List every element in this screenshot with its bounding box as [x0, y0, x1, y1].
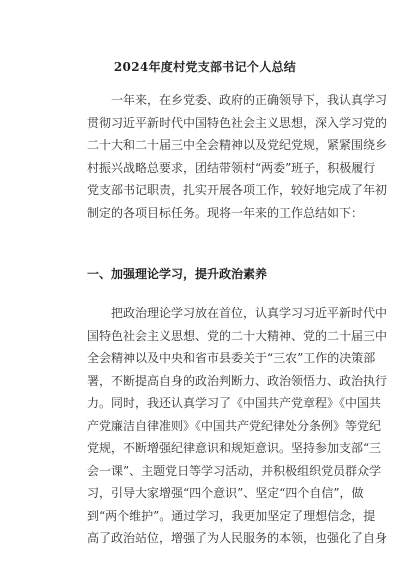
body-line: 到“两个维护”。通过学习，我更加坚定了理想信念，提	[87, 508, 376, 523]
body-line: 高了政治站位，增强了为人民服务的本领，也强化了自身	[87, 531, 388, 545]
section1-paragraph	[87, 302, 388, 550]
intro-paragraph	[87, 89, 388, 224]
intro-line: 制定的各项目标任务。现将一年来的工作总结如下：	[87, 205, 364, 220]
body-line: 把政治理论学习放在首位，认真学习习近平新时代中	[111, 306, 388, 320]
section-heading: 一、加强理论学习，提升政治素养	[87, 267, 268, 281]
body-line: 党规，不断增强纪律意识和规矩意识。坚持参加支部“三	[87, 441, 382, 455]
intro-line: 一年来，在乡党委、政府的正确领导下，我认真学习	[111, 93, 388, 107]
body-line: 国特色社会主义思想、党的二十大精神、党的二十届三中	[87, 328, 388, 343]
intro-line: 贯彻习近平新时代中国特色社会主义思想，深入学习党的	[87, 115, 388, 130]
intro-line: 村振兴战略总要求，团结带领村“两委”班子，积极履行	[87, 160, 376, 175]
intro-line: 二十大和二十届三中全会精神以及党纪党规，紧紧围绕乡	[87, 138, 388, 152]
intro-line: 党支部书记职责，扎实开展各项工作，较好地完成了年初	[87, 183, 388, 197]
body-line: 习，引导大家增强“四个意识”、坚定“四个自信”，做	[87, 486, 364, 500]
body-line: 产党廉洁自律准则》《中国共产党纪律处分条例》等党纪	[87, 418, 382, 433]
body-line: 会一课”、主题党日等学习活动，并积极组织党员群众学	[87, 463, 382, 478]
body-line: 全会精神以及中央和省市县委关于“三农”工作的决策部	[87, 351, 376, 365]
body-line: 力。同时，我还认真学习了《中国共产党章程》《中国共	[87, 396, 382, 410]
document-title: 2024年度村党支部书记个人总结	[113, 60, 297, 74]
body-line: 署，不断提高自身的政治判断力、政治领悟力、政治执行	[87, 373, 388, 388]
